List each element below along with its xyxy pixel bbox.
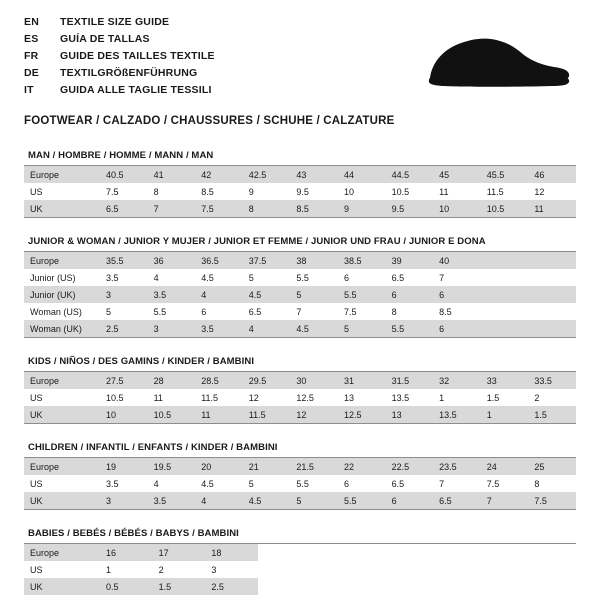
cell: 1 (100, 561, 153, 578)
row-label: Europe (24, 544, 100, 561)
cell: 21.5 (290, 458, 338, 475)
language-code: DE (24, 67, 39, 79)
size-table-babies (24, 544, 258, 595)
table-row (24, 200, 576, 217)
cell: 6 (386, 286, 434, 303)
cell: 8.5 (290, 200, 338, 217)
cell: 4 (195, 286, 243, 303)
cell: 19 (100, 458, 148, 475)
block-label: BABIES / BEBÉS / BÉBÉS / BABYS / BAMBINI (28, 528, 239, 539)
cell: 3.5 (148, 492, 196, 509)
cell: 6 (338, 475, 386, 492)
size-block-children (24, 442, 576, 510)
cell: 42 (195, 166, 243, 183)
cell: 31 (338, 372, 386, 389)
row-label: US (24, 475, 100, 492)
cell: 7.5 (528, 492, 576, 509)
cell: 28.5 (195, 372, 243, 389)
divider (24, 337, 576, 338)
cell: 1 (481, 406, 529, 423)
cell: 7.5 (195, 200, 243, 217)
cell: 42.5 (243, 166, 291, 183)
table-row (24, 578, 258, 595)
cell: 36.5 (195, 252, 243, 269)
cell: 4 (195, 492, 243, 509)
language-code: FR (24, 50, 39, 62)
cell: 10 (100, 406, 148, 423)
cell: 43 (290, 166, 338, 183)
language-title: TEXTILE SIZE GUIDE (60, 16, 170, 28)
language-code: ES (24, 33, 39, 45)
cell: 10 (433, 200, 481, 217)
cell: 6 (338, 269, 386, 286)
cell: 22 (338, 458, 386, 475)
cell: 6.5 (386, 269, 434, 286)
cell: 10 (338, 183, 386, 200)
cell: 7 (290, 303, 338, 320)
row-label: Europe (24, 166, 100, 183)
cell: 5.5 (290, 475, 338, 492)
cell: 40 (433, 252, 481, 269)
cell: 2.5 (205, 578, 258, 595)
cell: 7 (481, 492, 529, 509)
table-row (24, 475, 576, 492)
cell: 10.5 (386, 183, 434, 200)
cell: 44 (338, 166, 386, 183)
cell: 22.5 (386, 458, 434, 475)
language-code: IT (24, 84, 34, 96)
cell: 40.5 (100, 166, 148, 183)
cell: 44.5 (386, 166, 434, 183)
table-row (24, 406, 576, 423)
cell: 12 (243, 389, 291, 406)
cell: 8 (148, 183, 196, 200)
table-row (24, 320, 576, 337)
cell: 6.5 (243, 303, 291, 320)
row-label: Woman (UK) (24, 320, 100, 337)
cell: 11 (195, 406, 243, 423)
divider (24, 509, 576, 510)
cell: 5.5 (338, 286, 386, 303)
table-row (24, 166, 576, 183)
table-row (24, 286, 576, 303)
cell: 5 (243, 269, 291, 286)
cell: 33.5 (528, 372, 576, 389)
cell: 8 (243, 200, 291, 217)
language-title: GUIDE DES TAILLES TEXTILE (60, 50, 215, 62)
row-label: Junior (UK) (24, 286, 100, 303)
cell: 45.5 (481, 166, 529, 183)
row-label: US (24, 561, 100, 578)
cell: 5.5 (338, 492, 386, 509)
table-row (24, 561, 258, 578)
cell: 11 (148, 389, 196, 406)
cell: 11.5 (195, 389, 243, 406)
cell: 41 (148, 166, 196, 183)
cell: 13 (338, 389, 386, 406)
cell: 31.5 (386, 372, 434, 389)
cell: 6 (195, 303, 243, 320)
divider (24, 217, 576, 218)
cell: 4.5 (195, 269, 243, 286)
table-row (24, 492, 576, 509)
cell: 45 (433, 166, 481, 183)
cell: 12.5 (290, 389, 338, 406)
cell: 3.5 (100, 269, 148, 286)
cell: 11 (528, 200, 576, 217)
cell: 6.5 (386, 475, 434, 492)
cell: 11.5 (481, 183, 529, 200)
cell: 37.5 (243, 252, 291, 269)
cell: 10.5 (148, 406, 196, 423)
cell: 27.5 (100, 372, 148, 389)
table-row (24, 269, 576, 286)
cell: 10.5 (100, 389, 148, 406)
cell: 7.5 (481, 475, 529, 492)
cell: 12.5 (338, 406, 386, 423)
language-code: EN (24, 16, 39, 28)
cell: 5.5 (148, 303, 196, 320)
cell: 4.5 (195, 475, 243, 492)
cell: 12 (528, 183, 576, 200)
block-label: JUNIOR & WOMAN / JUNIOR Y MUJER / JUNIOR ET FEMME / JUNIOR UND FRAU / JUNIOR E DONA (28, 236, 486, 247)
size-table-junior-woman (24, 252, 576, 337)
cell (481, 269, 529, 286)
size-block-junior-woman (24, 236, 576, 338)
cell: 5 (290, 492, 338, 509)
block-label: CHILDREN / INFANTIL / ENFANTS / KINDER / BAMBINI (28, 442, 278, 453)
section-title: FOOTWEAR / CALZADO / CHAUSSURES / SCHUHE / CALZATURE (24, 115, 395, 127)
size-table-man (24, 166, 576, 217)
cell (481, 286, 529, 303)
row-label: Junior (US) (24, 269, 100, 286)
cell (481, 320, 529, 337)
cell: 1 (433, 389, 481, 406)
cell: 1.5 (481, 389, 529, 406)
cell: 4 (148, 475, 196, 492)
size-table-children (24, 458, 576, 509)
size-table-kids (24, 372, 576, 423)
page-header (24, 14, 576, 127)
cell: 19.5 (148, 458, 196, 475)
cell: 5.5 (290, 269, 338, 286)
row-label: UK (24, 200, 100, 217)
cell: 35.5 (100, 252, 148, 269)
cell: 3 (100, 492, 148, 509)
cell: 9 (243, 183, 291, 200)
language-title: GUÍA DE TALLAS (60, 33, 150, 45)
cell: 4 (148, 269, 196, 286)
cell: 9.5 (290, 183, 338, 200)
cell: 38 (290, 252, 338, 269)
cell (528, 286, 576, 303)
cell: 13.5 (433, 406, 481, 423)
size-block-babies (24, 528, 576, 595)
cell: 4 (243, 320, 291, 337)
cell: 13 (386, 406, 434, 423)
cell: 24 (481, 458, 529, 475)
table-row (24, 389, 576, 406)
cell: 7 (433, 475, 481, 492)
cell: 8 (386, 303, 434, 320)
cell: 1.5 (528, 406, 576, 423)
row-label: Europe (24, 252, 100, 269)
cell (528, 303, 576, 320)
cell: 7.5 (338, 303, 386, 320)
cell: 6 (433, 320, 481, 337)
cell: 18 (205, 544, 258, 561)
cell: 10.5 (481, 200, 529, 217)
size-block-kids (24, 356, 576, 424)
cell: 23.5 (433, 458, 481, 475)
cell: 5 (100, 303, 148, 320)
row-label: US (24, 389, 100, 406)
cell (528, 252, 576, 269)
block-label: MAN / HOMBRE / HOMME / MANN / MAN (28, 150, 214, 161)
table-row (24, 252, 576, 269)
cell: 6.5 (433, 492, 481, 509)
cell: 28 (148, 372, 196, 389)
cell: 2.5 (100, 320, 148, 337)
cell: 7 (433, 269, 481, 286)
cell: 3.5 (195, 320, 243, 337)
cell: 32 (433, 372, 481, 389)
cell: 5 (243, 475, 291, 492)
cell: 3 (100, 286, 148, 303)
cell: 1.5 (153, 578, 206, 595)
cell (528, 320, 576, 337)
cell (481, 252, 529, 269)
cell: 8 (528, 475, 576, 492)
cell: 4.5 (243, 492, 291, 509)
cell: 9.5 (386, 200, 434, 217)
cell (528, 269, 576, 286)
row-label: UK (24, 492, 100, 509)
cell: 21 (243, 458, 291, 475)
row-label: UK (24, 406, 100, 423)
cell: 6 (386, 492, 434, 509)
cell: 2 (153, 561, 206, 578)
cell: 6.5 (100, 200, 148, 217)
cell: 7 (148, 200, 196, 217)
cell: 16 (100, 544, 153, 561)
language-title: TEXTILGRÖßENFÜHRUNG (60, 67, 198, 79)
cell: 13.5 (386, 389, 434, 406)
dress-shoe-icon (372, 28, 572, 100)
cell: 6 (433, 286, 481, 303)
divider (24, 423, 576, 424)
table-row (24, 544, 258, 561)
cell: 7.5 (100, 183, 148, 200)
row-label: US (24, 183, 100, 200)
row-label: Europe (24, 372, 100, 389)
size-block-man (24, 150, 576, 218)
cell: 20 (195, 458, 243, 475)
row-label: Europe (24, 458, 100, 475)
cell: 3.5 (148, 286, 196, 303)
cell: 25 (528, 458, 576, 475)
cell: 8.5 (195, 183, 243, 200)
cell: 29.5 (243, 372, 291, 389)
cell: 36 (148, 252, 196, 269)
cell: 39 (386, 252, 434, 269)
cell: 4.5 (290, 320, 338, 337)
table-row (24, 303, 576, 320)
cell: 3 (148, 320, 196, 337)
row-label: UK (24, 578, 100, 595)
row-label: Woman (US) (24, 303, 100, 320)
cell: 4.5 (243, 286, 291, 303)
cell: 30 (290, 372, 338, 389)
language-title: GUIDA ALLE TAGLIE TESSILI (60, 84, 212, 96)
table-row (24, 458, 576, 475)
cell: 5 (338, 320, 386, 337)
cell: 33 (481, 372, 529, 389)
cell: 8.5 (433, 303, 481, 320)
table-row (24, 183, 576, 200)
cell: 5.5 (386, 320, 434, 337)
cell: 17 (153, 544, 206, 561)
cell: 12 (290, 406, 338, 423)
cell: 5 (290, 286, 338, 303)
cell: 46 (528, 166, 576, 183)
block-label: KIDS / NIÑOS / DES GAMINS / KINDER / BAMBINI (28, 356, 255, 367)
cell (481, 303, 529, 320)
cell: 11 (433, 183, 481, 200)
cell: 9 (338, 200, 386, 217)
cell: 11.5 (243, 406, 291, 423)
table-row (24, 372, 576, 389)
cell: 0.5 (100, 578, 153, 595)
cell: 38.5 (338, 252, 386, 269)
cell: 3.5 (100, 475, 148, 492)
cell: 3 (205, 561, 258, 578)
cell: 2 (528, 389, 576, 406)
